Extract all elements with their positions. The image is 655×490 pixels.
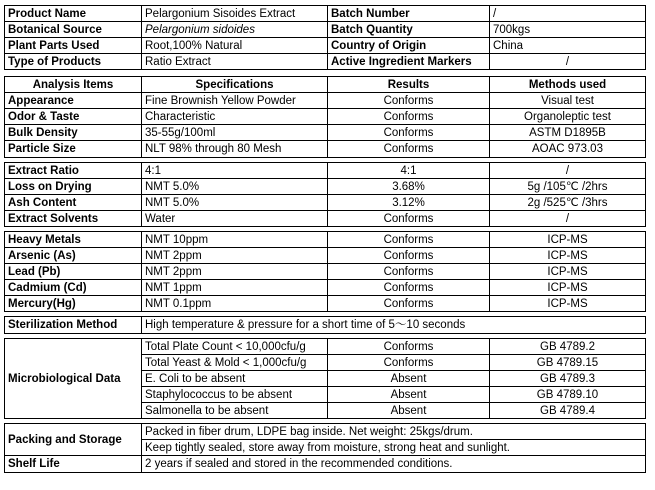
item-method: GB 4789.10 <box>490 387 646 403</box>
sterilization-label: Sterilization Method <box>5 317 142 334</box>
table-row <box>5 264 646 280</box>
item-method: GB 4789.15 <box>490 355 646 371</box>
item-result: Conforms <box>328 232 490 248</box>
markers-value: / <box>490 54 646 70</box>
item-spec: Total Plate Count < 10,000cfu/g <box>142 339 328 355</box>
packing-row <box>5 424 646 440</box>
table-row <box>5 109 646 125</box>
type-value: Ratio Extract <box>142 54 328 70</box>
item-spec: NMT 1ppm <box>142 280 328 296</box>
botanical-source-label: Botanical Source <box>5 22 142 38</box>
item-name: Loss on Drying <box>5 179 142 195</box>
batch-quantity-label: Batch Quantity <box>328 22 490 38</box>
table-row <box>5 296 646 312</box>
header-methods: Methods used <box>490 77 646 93</box>
item-result: 4:1 <box>328 163 490 179</box>
country-label: Country of Origin <box>328 38 490 54</box>
micro-label: Microbiological Data <box>5 339 142 419</box>
item-name: Extract Solvents <box>5 211 142 227</box>
item-spec: NMT 2ppm <box>142 248 328 264</box>
table-row <box>5 339 646 355</box>
item-method: / <box>490 211 646 227</box>
item-method: ICP-MS <box>490 248 646 264</box>
item-method: ICP-MS <box>490 264 646 280</box>
item-spec: 4:1 <box>142 163 328 179</box>
table-row <box>5 93 646 109</box>
country-value: China <box>490 38 646 54</box>
sterilization-value: High temperature & pressure for a short time of 5～10 seconds <box>142 317 646 334</box>
product-name-value: Pelargonium Sisoides Extract <box>142 6 328 22</box>
item-name: Heavy Metals <box>5 232 142 248</box>
item-result: 3.12% <box>328 195 490 211</box>
packing-line1: Packed in fiber drum, LDPE bag inside. Net weight: 25kgs/drum. <box>142 424 646 440</box>
item-spec: Water <box>142 211 328 227</box>
table-row <box>5 211 646 227</box>
chemical-rows <box>5 163 646 227</box>
item-method: ICP-MS <box>490 232 646 248</box>
item-spec: NMT 10ppm <box>142 232 328 248</box>
item-method: ICP-MS <box>490 296 646 312</box>
item-result: Conforms <box>328 264 490 280</box>
physical-rows <box>5 93 646 158</box>
item-spec: Characteristic <box>142 109 328 125</box>
type-label: Type of Products <box>5 54 142 70</box>
item-method: 5g /105℃ /2hrs <box>490 179 646 195</box>
packing-label: Packing and Storage <box>5 424 142 456</box>
product-info-table <box>4 5 646 70</box>
item-name: Cadmium (Cd) <box>5 280 142 296</box>
item-result: Conforms <box>328 248 490 264</box>
item-result: Conforms <box>328 141 490 158</box>
item-spec: NMT 0.1ppm <box>142 296 328 312</box>
header-results: Results <box>328 77 490 93</box>
item-result: Conforms <box>328 211 490 227</box>
item-spec: NLT 98% through 80 Mesh <box>142 141 328 158</box>
item-result: Conforms <box>328 339 490 355</box>
item-spec: E. Coli to be absent <box>142 371 328 387</box>
item-method: Organoleptic test <box>490 109 646 125</box>
item-method: GB 4789.4 <box>490 403 646 419</box>
item-name: Appearance <box>5 93 142 109</box>
plant-parts-value: Root,100% Natural <box>142 38 328 54</box>
table-row <box>5 248 646 264</box>
table-row <box>5 163 646 179</box>
packing-line2: Keep tightly sealed, store away from moisture, strong heat and sunlight. <box>142 440 646 456</box>
item-name: Odor & Taste <box>5 109 142 125</box>
table-row <box>5 125 646 141</box>
item-spec: Fine Brownish Yellow Powder <box>142 93 328 109</box>
batch-number-label: Batch Number <box>328 6 490 22</box>
item-name: Bulk Density <box>5 125 142 141</box>
header-specs: Specifications <box>142 77 328 93</box>
plant-parts-label: Plant Parts Used <box>5 38 142 54</box>
metals-rows <box>5 232 646 312</box>
botanical-source-value: Pelargonium sidoides <box>142 22 328 38</box>
micro-rows <box>5 339 646 419</box>
header-items: Analysis Items <box>5 77 142 93</box>
item-name: Lead (Pb) <box>5 264 142 280</box>
item-result: Conforms <box>328 93 490 109</box>
item-method: ICP-MS <box>490 280 646 296</box>
table-row <box>5 179 646 195</box>
item-result: Conforms <box>328 296 490 312</box>
item-result: Conforms <box>328 355 490 371</box>
markers-label: Active Ingredient Markers <box>328 54 490 70</box>
item-name: Particle Size <box>5 141 142 158</box>
table-row <box>5 280 646 296</box>
analysis-header-row <box>5 77 646 93</box>
item-result: Conforms <box>328 125 490 141</box>
sterilization-row <box>5 317 646 334</box>
item-spec: Staphylococcus to be absent <box>142 387 328 403</box>
analysis-table <box>4 76 646 473</box>
item-name: Arsenic (As) <box>5 248 142 264</box>
item-method: / <box>490 163 646 179</box>
table-row <box>5 141 646 158</box>
item-method: GB 4789.2 <box>490 339 646 355</box>
item-method: AOAC 973.03 <box>490 141 646 158</box>
item-method: GB 4789.3 <box>490 371 646 387</box>
item-result: Conforms <box>328 109 490 125</box>
table-row <box>5 195 646 211</box>
item-result: Conforms <box>328 280 490 296</box>
batch-number-value: / <box>490 6 646 22</box>
item-spec: NMT 2ppm <box>142 264 328 280</box>
item-spec: NMT 5.0% <box>142 195 328 211</box>
item-name: Ash Content <box>5 195 142 211</box>
shelf-life-value: 2 years if sealed and stored in the recommended conditions. <box>142 456 646 473</box>
item-name: Mercury(Hg) <box>5 296 142 312</box>
shelf-life-row <box>5 456 646 473</box>
item-method: Visual test <box>490 93 646 109</box>
shelf-life-label: Shelf Life <box>5 456 142 473</box>
product-name-label: Product Name <box>5 6 142 22</box>
item-spec: Salmonella to be absent <box>142 403 328 419</box>
item-name: Extract Ratio <box>5 163 142 179</box>
item-method: 2g /525℃ /3hrs <box>490 195 646 211</box>
item-result: Absent <box>328 387 490 403</box>
item-spec: 35-55g/100ml <box>142 125 328 141</box>
item-method: ASTM D1895B <box>490 125 646 141</box>
item-spec: NMT 5.0% <box>142 179 328 195</box>
table-row <box>5 232 646 248</box>
item-result: Absent <box>328 371 490 387</box>
item-spec: Total Yeast & Mold < 1,000cfu/g <box>142 355 328 371</box>
item-result: Absent <box>328 403 490 419</box>
batch-quantity-value: 700kgs <box>490 22 646 38</box>
item-result: 3.68% <box>328 179 490 195</box>
